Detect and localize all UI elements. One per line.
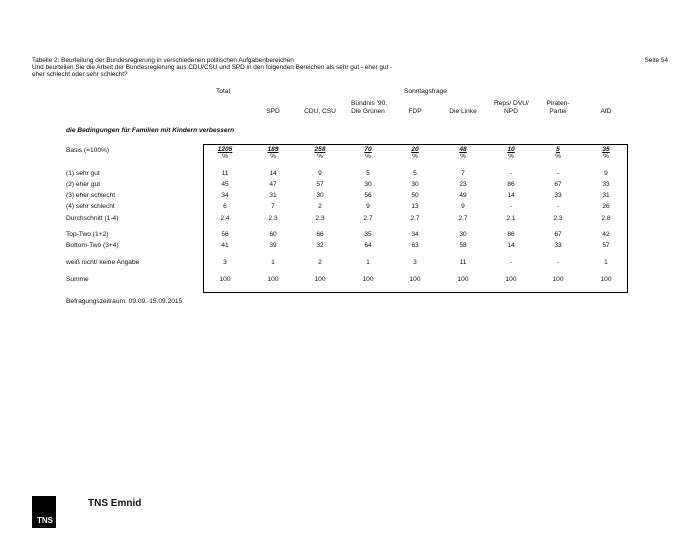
base-unit: % (317, 153, 323, 160)
cell-value: 9 (366, 203, 370, 210)
cell-value: 100 (314, 276, 326, 283)
cell-value: 11 (221, 170, 229, 177)
party-header-line2: CDU, CSU (304, 108, 336, 115)
cell-value: 33 (602, 181, 610, 188)
row-label: Durchschnitt (1-4) (66, 215, 119, 222)
tns-logo (32, 496, 56, 528)
cell-value: - (556, 203, 560, 210)
party-header-line2: FDP (408, 108, 422, 115)
cell-value: 67 (554, 231, 562, 238)
row-label: Bottom-Two (3+4) (66, 242, 119, 249)
base-count: 35 (602, 146, 610, 153)
cell-value: 100 (552, 276, 564, 283)
base-unit: % (365, 153, 371, 160)
cell-value: 42 (602, 231, 610, 238)
base-label: Basis (=100%) (66, 147, 110, 154)
cell-value: - (556, 170, 560, 177)
caption-line-3: eher schlecht oder sehr schlecht? (32, 71, 128, 78)
base-count: 5 (556, 146, 560, 153)
cell-value: 14 (269, 170, 277, 177)
cell-value: 2.7 (410, 215, 420, 222)
base-unit: % (508, 153, 514, 160)
cell-value: 100 (409, 276, 421, 283)
cell-value: 5 (366, 170, 370, 177)
cell-value: 100 (505, 276, 517, 283)
cell-value: 2.3 (315, 215, 325, 222)
cell-value: 2.7 (458, 215, 468, 222)
cell-value: 1 (271, 259, 275, 266)
cell-value: 33 (554, 192, 562, 199)
cell-value: 14 (507, 242, 515, 249)
base-unit: % (460, 153, 466, 160)
row-label: Top-Two (1+2) (66, 231, 109, 238)
party-header-line1: Reps/ DVU/ (494, 100, 529, 107)
cell-value: 39 (269, 242, 277, 249)
cell-value: 9 (604, 170, 608, 177)
cell-value: 30 (459, 231, 467, 238)
section-title: die Bedingungen für Familien mit Kindern verbessern (66, 127, 235, 134)
caption-line-2: Und beurteilen Sie die Arbeit der Bundesregierung aus CDU/CSU und SPD in den folgenden Bereichen als sehr gut - eher gut - (32, 64, 393, 71)
table-frame-left (203, 144, 204, 292)
cell-value: 47 (269, 181, 277, 188)
cell-value: 31 (269, 192, 277, 199)
cell-value: - (509, 203, 513, 210)
cell-value: - (556, 259, 560, 266)
base-unit: % (603, 153, 609, 160)
base-count: 20 (411, 146, 419, 153)
cell-value: 2.3 (553, 215, 563, 222)
base-count: 48 (459, 146, 467, 153)
cell-value: 60 (269, 231, 277, 238)
row-label: weiß nicht/ keine Angabe (66, 259, 140, 266)
cell-value: 100 (362, 276, 374, 283)
cell-value: 30 (364, 181, 372, 188)
cell-value: 30 (316, 192, 324, 199)
party-header-line2: Die Linke (449, 108, 477, 115)
cell-value: 58 (459, 242, 467, 249)
cell-value: 26 (602, 203, 610, 210)
cell-value: 32 (316, 242, 324, 249)
cell-value: 3 (413, 259, 417, 266)
cell-value: 6 (223, 203, 227, 210)
cell-value: 2.4 (220, 215, 230, 222)
row-label: (2) eher gut (66, 181, 101, 188)
cell-value: 100 (600, 276, 612, 283)
cell-value: 100 (457, 276, 469, 283)
cell-value: 2 (318, 259, 322, 266)
cell-value: 30 (411, 181, 419, 188)
table-frame-bottom (203, 292, 628, 293)
cell-value: 9 (461, 203, 465, 210)
row-label: (4) sehr schlecht (66, 203, 115, 210)
cell-value: 11 (459, 259, 467, 266)
base-unit: % (412, 153, 418, 160)
cell-value: 1 (366, 259, 370, 266)
column-total-header: Total (216, 88, 230, 95)
cell-value: 5 (413, 170, 417, 177)
cell-value: 50 (411, 192, 419, 199)
cell-value: 9 (318, 170, 322, 177)
cell-value: 3 (223, 259, 227, 266)
cell-value: 56 (364, 192, 372, 199)
table-caption (32, 57, 392, 78)
base-unit: % (555, 153, 561, 160)
row-label: Summe (66, 276, 89, 283)
cell-value: 34 (221, 192, 229, 199)
cell-value: 2.1 (506, 215, 516, 222)
cell-value: - (509, 170, 513, 177)
brand-name: TNS Emnid (88, 498, 142, 509)
cell-value: 13 (411, 203, 419, 210)
cell-value: 57 (316, 181, 324, 188)
party-header-line1: Bündnis '90, (351, 100, 388, 107)
cell-value: 45 (221, 181, 229, 188)
cell-value: 34 (411, 231, 419, 238)
cell-value: 2.8 (601, 215, 611, 222)
cell-value: 86 (507, 231, 515, 238)
column-group-header: Sonntagsfrage (404, 88, 447, 95)
cell-value: 2.7 (363, 215, 373, 222)
party-header-line1: Piraten- (546, 100, 570, 107)
cell-value: 41 (221, 242, 229, 249)
base-count: 258 (314, 146, 326, 153)
base-count: 70 (364, 146, 372, 153)
cell-value: 2 (318, 203, 322, 210)
base-count: 1205 (217, 146, 233, 153)
cell-value: - (509, 259, 513, 266)
cell-value: 57 (602, 242, 610, 249)
party-header-line2: NPD (504, 108, 518, 115)
table-frame-top (203, 144, 628, 145)
cell-value: 2.3 (268, 215, 278, 222)
cell-value: 49 (459, 192, 467, 199)
cell-value: 66 (316, 231, 324, 238)
table-frame-right (627, 144, 628, 292)
logo-text: TNS (37, 516, 53, 525)
base-unit: % (270, 153, 276, 160)
cell-value: 56 (221, 231, 229, 238)
party-header-line2: SPD (266, 108, 280, 115)
cell-value: 64 (364, 242, 372, 249)
cell-value: 33 (554, 242, 562, 249)
cell-value: 14 (507, 192, 515, 199)
base-unit: % (222, 153, 228, 160)
cell-value: 7 (271, 203, 275, 210)
footnote: Befragungszeitraum: 09.09.-15.09.2015 (66, 298, 183, 305)
cell-value: 100 (219, 276, 231, 283)
cell-value: 86 (507, 181, 515, 188)
party-header-line2: Die Grünen (351, 108, 385, 115)
party-header-line2: AfD (600, 108, 612, 115)
cell-value: 67 (554, 181, 562, 188)
cell-value: 100 (267, 276, 279, 283)
base-count: 10 (507, 146, 515, 153)
party-header-line2: Partei (549, 108, 567, 115)
base-count: 189 (267, 146, 279, 153)
cell-value: 35 (364, 231, 372, 238)
caption-line-1: Tabelle 2: Beurteilung der Bundesregierung in verschiedenen politischen Aufgabenbereichen (32, 57, 294, 64)
row-label: (3) eher schlecht (66, 192, 116, 199)
cell-value: 23 (459, 181, 467, 188)
cell-value: 31 (602, 192, 610, 199)
cell-value: 1 (604, 259, 608, 266)
page-number: Seite 54 (644, 57, 668, 64)
row-label: (1) sehr gut (66, 170, 100, 177)
cell-value: 63 (411, 242, 419, 249)
cell-value: 7 (461, 170, 465, 177)
